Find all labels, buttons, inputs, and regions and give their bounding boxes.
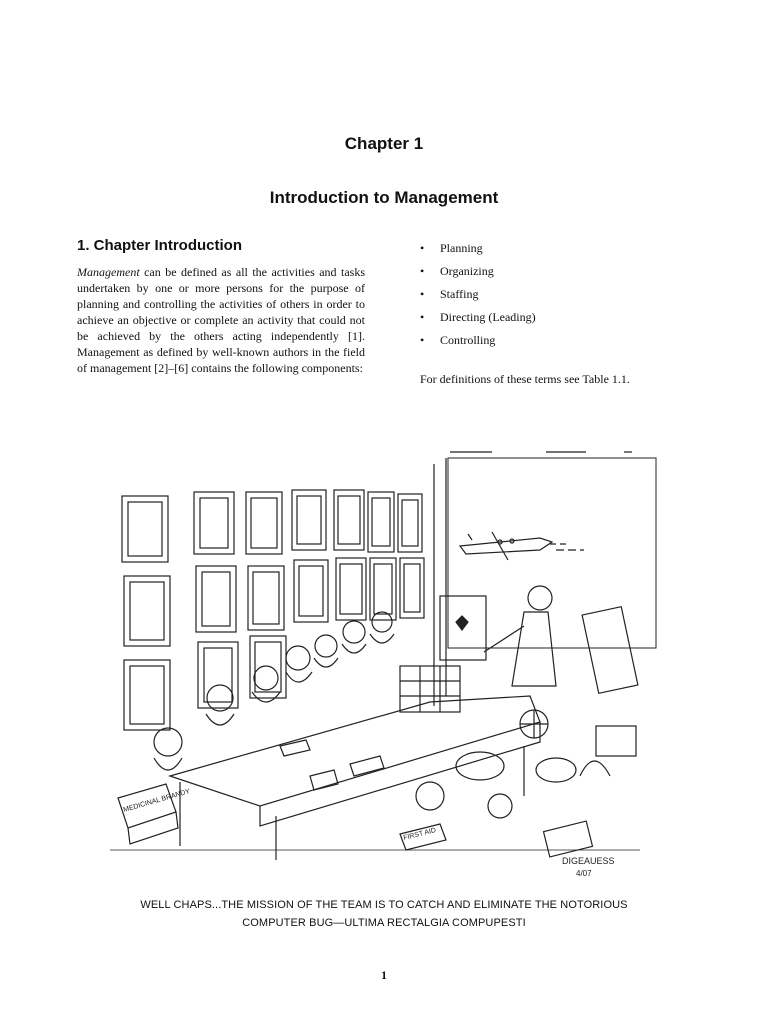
bullet: • xyxy=(420,310,425,324)
wall-frames xyxy=(122,490,424,730)
list-item-label: Organizing xyxy=(440,264,494,278)
list-item-label: Controlling xyxy=(440,333,496,347)
cartoon-illustration xyxy=(100,446,660,886)
artist-signature: DIGEAUESS xyxy=(562,856,615,866)
section-heading: 1. Chapter Introduction xyxy=(77,237,242,254)
bullet: • xyxy=(420,333,425,347)
bullet: • xyxy=(420,241,425,255)
caption-line-2: COMPUTER BUG—ULTIMA RECTALGIA COMPUPESTI xyxy=(242,917,526,929)
caption-line-1: WELL CHAPS...THE MISSION OF THE TEAM IS TO CATCH AND ELIMINATE THE NOTORIOUS xyxy=(140,899,628,911)
artist-signature-date: 4/07 xyxy=(576,869,592,878)
list-item-label: Directing (Leading) xyxy=(440,310,536,324)
bullet: • xyxy=(420,287,425,301)
list-item xyxy=(420,309,536,332)
presenter-figure xyxy=(440,586,556,686)
cartoon-caption xyxy=(0,896,768,932)
paragraph-text: can be defined as all the activities and tasks undertaken by one or more persons for the purpose of planning and controlling the activities of others in order to achieve an objective or complete an activity that could not be achieved by the others acting independently [1]. Management as defined by well-known authors in the field of management [2]–[6] contains the following components: xyxy=(77,265,365,375)
conference-table xyxy=(170,666,540,860)
list-item-label: Planning xyxy=(440,241,483,255)
intro-paragraph xyxy=(77,264,365,376)
list-item xyxy=(420,332,536,355)
page-number: 1 xyxy=(381,968,387,982)
list-item xyxy=(420,286,536,309)
list-item xyxy=(420,263,536,286)
brandy-box-label: MEDICINAL BRANDY xyxy=(122,788,191,814)
bullet: • xyxy=(420,264,425,278)
components-list xyxy=(420,240,536,355)
airplane-drawing xyxy=(460,532,584,560)
chapter-title: Introduction to Management xyxy=(269,188,499,207)
first-aid-label: FIRST AID xyxy=(402,827,437,842)
chapter-label: Chapter 1 xyxy=(344,134,424,153)
definitions-note: For definitions of these terms see Table 1.1. xyxy=(420,372,630,386)
term-management: Management xyxy=(77,265,140,279)
list-item xyxy=(420,240,536,263)
list-item-label: Staffing xyxy=(440,287,479,301)
